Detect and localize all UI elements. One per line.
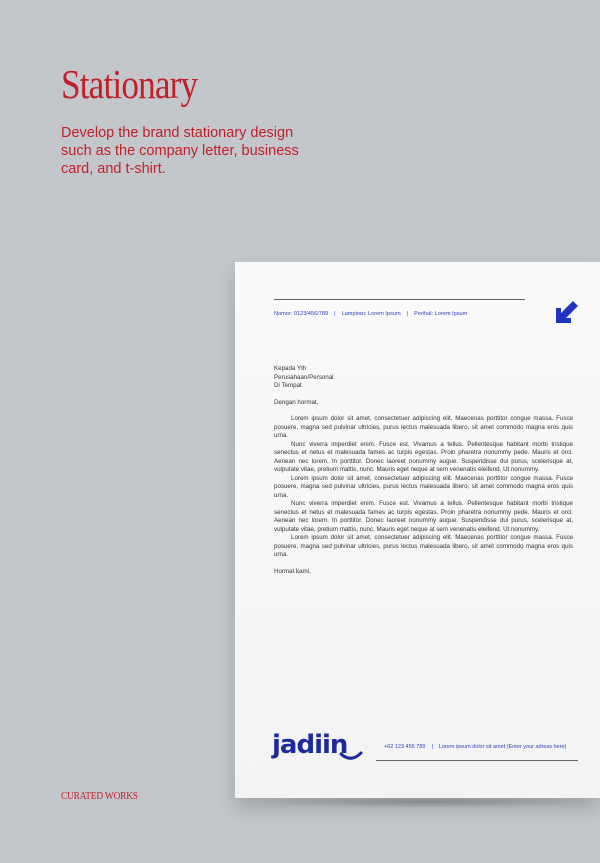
recipient-address <box>274 365 573 391</box>
ref-nomor: Nomor: 0123/456/789 <box>274 311 329 317</box>
letter-sheet <box>235 262 600 798</box>
brand-logo: jadiin <box>272 730 348 760</box>
page-title: Stationary <box>61 61 198 107</box>
smile-swoosh-icon <box>339 751 363 763</box>
paragraph: Lorem ipsum dolor sit amet, consectetuer adipiscing elit. Maecenas porttitor congue massa. Fusce posuere, magna sed pulvinar ultricies, purus lectus malesuada libero, sit amet commodo magna eros quis urna. <box>274 415 573 439</box>
ref-separator: | <box>406 311 409 317</box>
letter-body <box>274 365 573 576</box>
paragraph: Nunc viverra imperdiet enim. Fusce est. Vivamus a tellus. Pellentesque habitant morbi tristique senectus et netus et malesuada fames ac turpis egestas. Proin pharetra nonummy pede. Mauris et orci. Aenean nec lorem. In porttitor. Donec laoreet nonummy augue. Suspendisse dui purus, scelerisque at, vulputate vitae, pretium mattis, nunc. Mauris eget neque at sem venenatis eleifend. Ut nonummy. <box>274 440 573 473</box>
paragraph: Lorem ipsum dolor sit amet, consectetuer adipiscing elit. Maecenas porttitor congue massa. Fusce posuere, magna sed pulvinar ultricies, purus lectus malesuada libero, sit amet commodo magna eros quis urna. <box>274 474 573 499</box>
reference-row <box>274 311 467 317</box>
paragraphs <box>274 415 573 560</box>
arrow-down-left-icon <box>556 300 579 323</box>
contact-row <box>384 744 566 750</box>
address-line: Di Tempat <box>274 382 302 389</box>
contact-separator: | <box>431 744 433 750</box>
ref-perihal: Perihal: Lorem Ipsum <box>414 311 468 317</box>
footer-label: CURATED WORKS <box>61 790 138 802</box>
page-description: Develop the brand stationary design such as the company letter, business card, and t-shirt. <box>61 125 299 177</box>
paragraph: Lorem ipsum dolor sit amet, consectetuer adipiscing elit. Maecenas porttitor congue massa. Fusce posuere, magna sed pulvinar ultricies, purus lectus malesuada libero, sit amet commodo magna eros quis urna. <box>274 534 573 558</box>
top-divider <box>274 299 525 300</box>
greeting: Dengan hormat, <box>274 398 319 406</box>
closing: Hormat kami, <box>274 567 311 575</box>
bottom-divider <box>376 760 578 761</box>
address-line: Kepada Yth <box>274 365 307 372</box>
ref-separator: | <box>334 311 336 317</box>
contact-address: Lorem ipsum dolor sit amet (Enter your adress here) <box>438 744 567 750</box>
address-line: Perusahaan/Personal <box>274 373 334 381</box>
paragraph: Nunc viverra imperdiet enim. Fusce est. Vivamus a tellus. Pellentesque habitant morbi tristique senectus et netus et malesuada fames ac turpis egestas. Proin pharetra nonummy pede. Mauris et orci. Aenean nec lorem. In porttitor. Donec laoreet nonummy augue. Suspendisse dui purus, scelerisque at, vulputate vitae, pretium mattis, nunc. Mauris eget neque at sem venenatis eleifend. Ut nonummy. <box>274 500 573 533</box>
contact-phone: +62 123 456 789 <box>384 744 426 750</box>
ref-lampiran: Lampiran: Lorem Ipsum <box>341 311 401 317</box>
